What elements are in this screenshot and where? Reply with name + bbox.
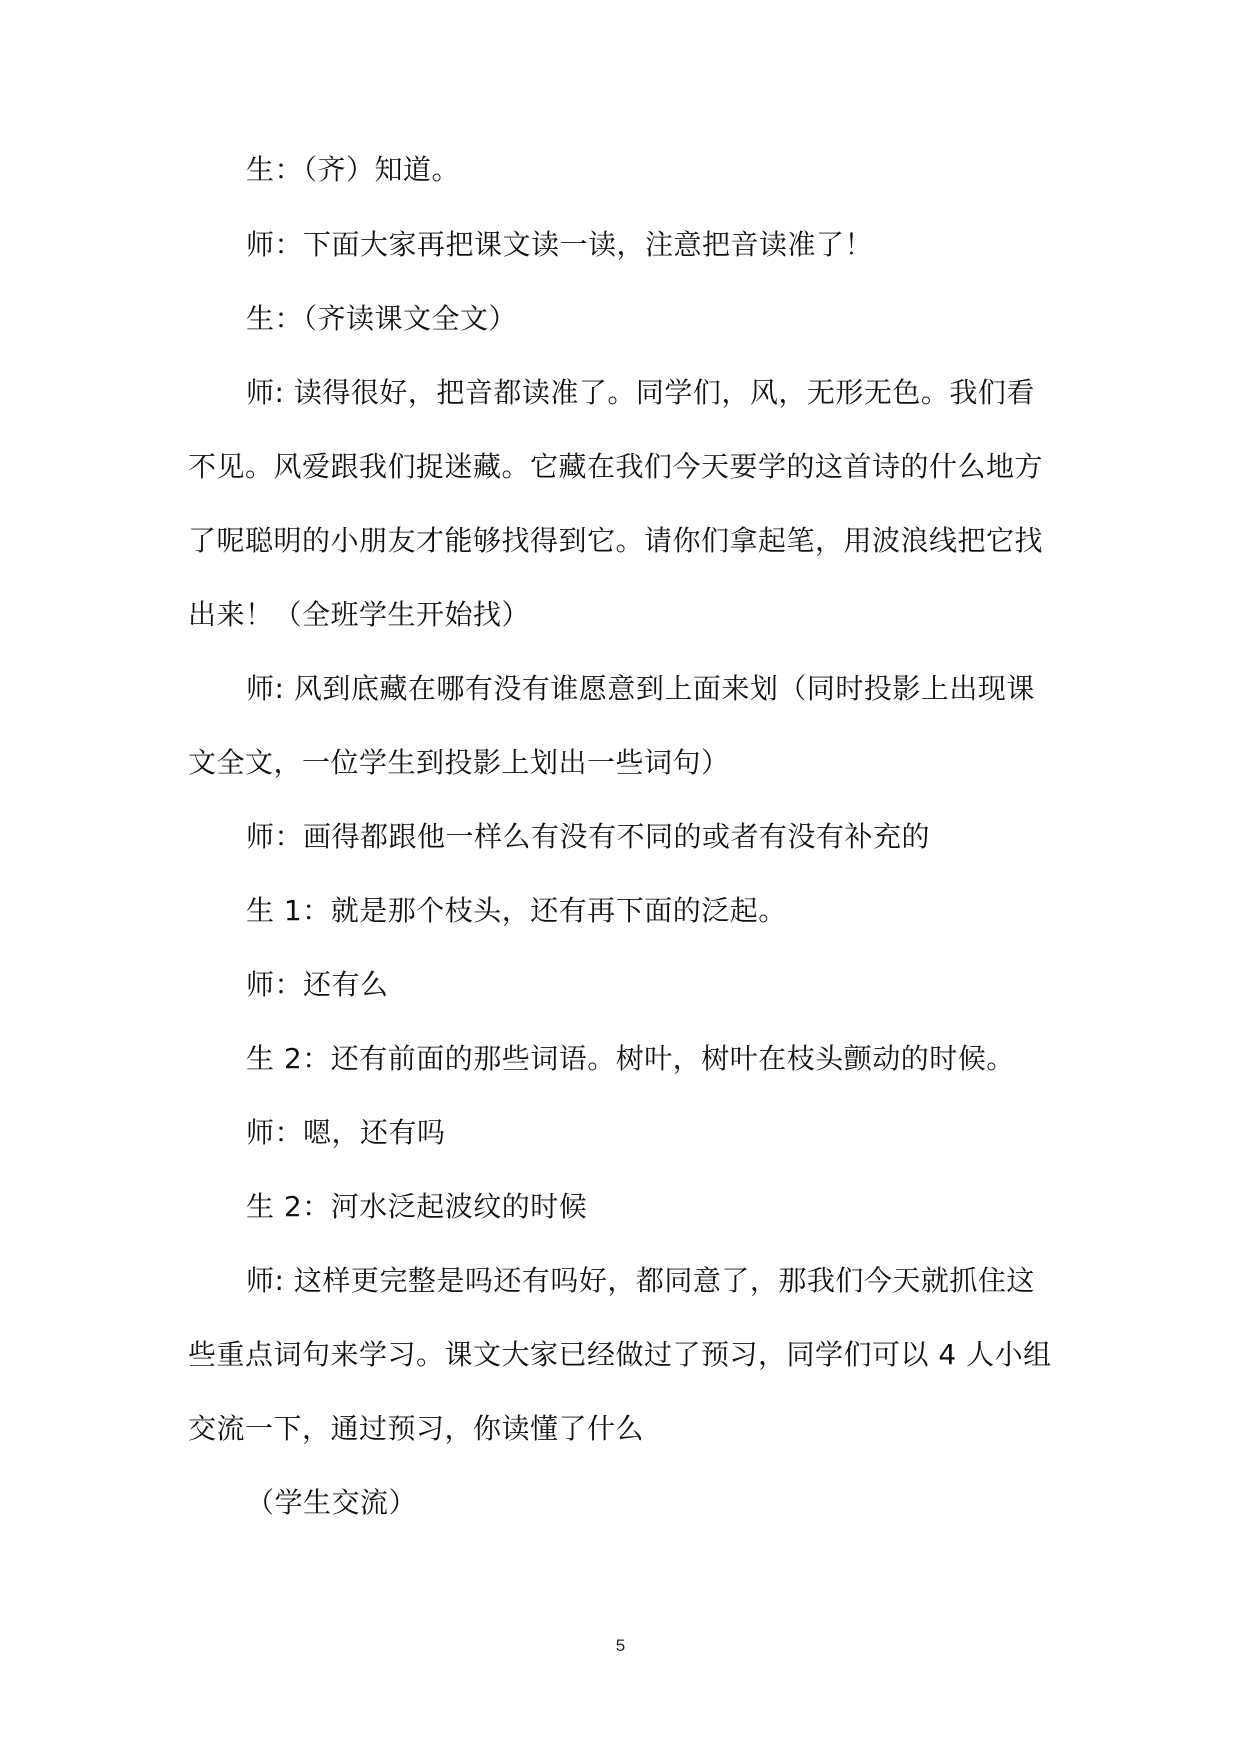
paragraph-5: 师: 风到底藏在哪有没有谁愿意到上面来划（同时投影上出现课文全文，一位学生到投影上划出一些词句） <box>188 672 1035 779</box>
page-number: 5 <box>615 1636 626 1655</box>
paragraph-3: 生：（齐读课文全文） <box>246 302 518 335</box>
paragraph-10: 师：嗯，还有吗 <box>246 1116 446 1149</box>
paragraph-8: 师：还有么 <box>246 968 389 1001</box>
paragraph-4: 师: 读得很好，把音都读准了。同学们，风，无形无色。我们看不见。风爱跟我们捉迷藏。它藏在我们今天要学的这首诗的什么地方了呢聪明的小朋友才能够找得到它。请你们拿起笔，用波浪线把它找出来！（全班学生开始找） <box>188 376 1044 631</box>
paragraph-6: 师：画得都跟他一样么有没有不同的或者有没有补充的 <box>246 820 931 853</box>
paragraph-11: 生 2：河水泛起波纹的时候 <box>246 1190 588 1223</box>
paragraph-13: （学生交流） <box>246 1486 418 1519</box>
paragraph-9: 生 2：还有前面的那些词语。树叶，树叶在枝头颤动的时候。 <box>246 1042 1015 1075</box>
paragraph-2: 师：下面大家再把课文读一读，注意把音读准了！ <box>246 228 874 261</box>
paragraph-1: 生：（齐）知道。 <box>246 153 461 186</box>
paragraph-12: 师: 这样更完整是吗还有吗好，都同意了，那我们今天就抓住这些重点词句来学习。课文大家已经做过了预习，同学们可以 4 人小组交流一下，通过预习，你读懂了什么 <box>188 1264 1052 1445</box>
paragraph-7: 生 1：就是那个枝头，还有再下面的泛起。 <box>246 894 787 927</box>
